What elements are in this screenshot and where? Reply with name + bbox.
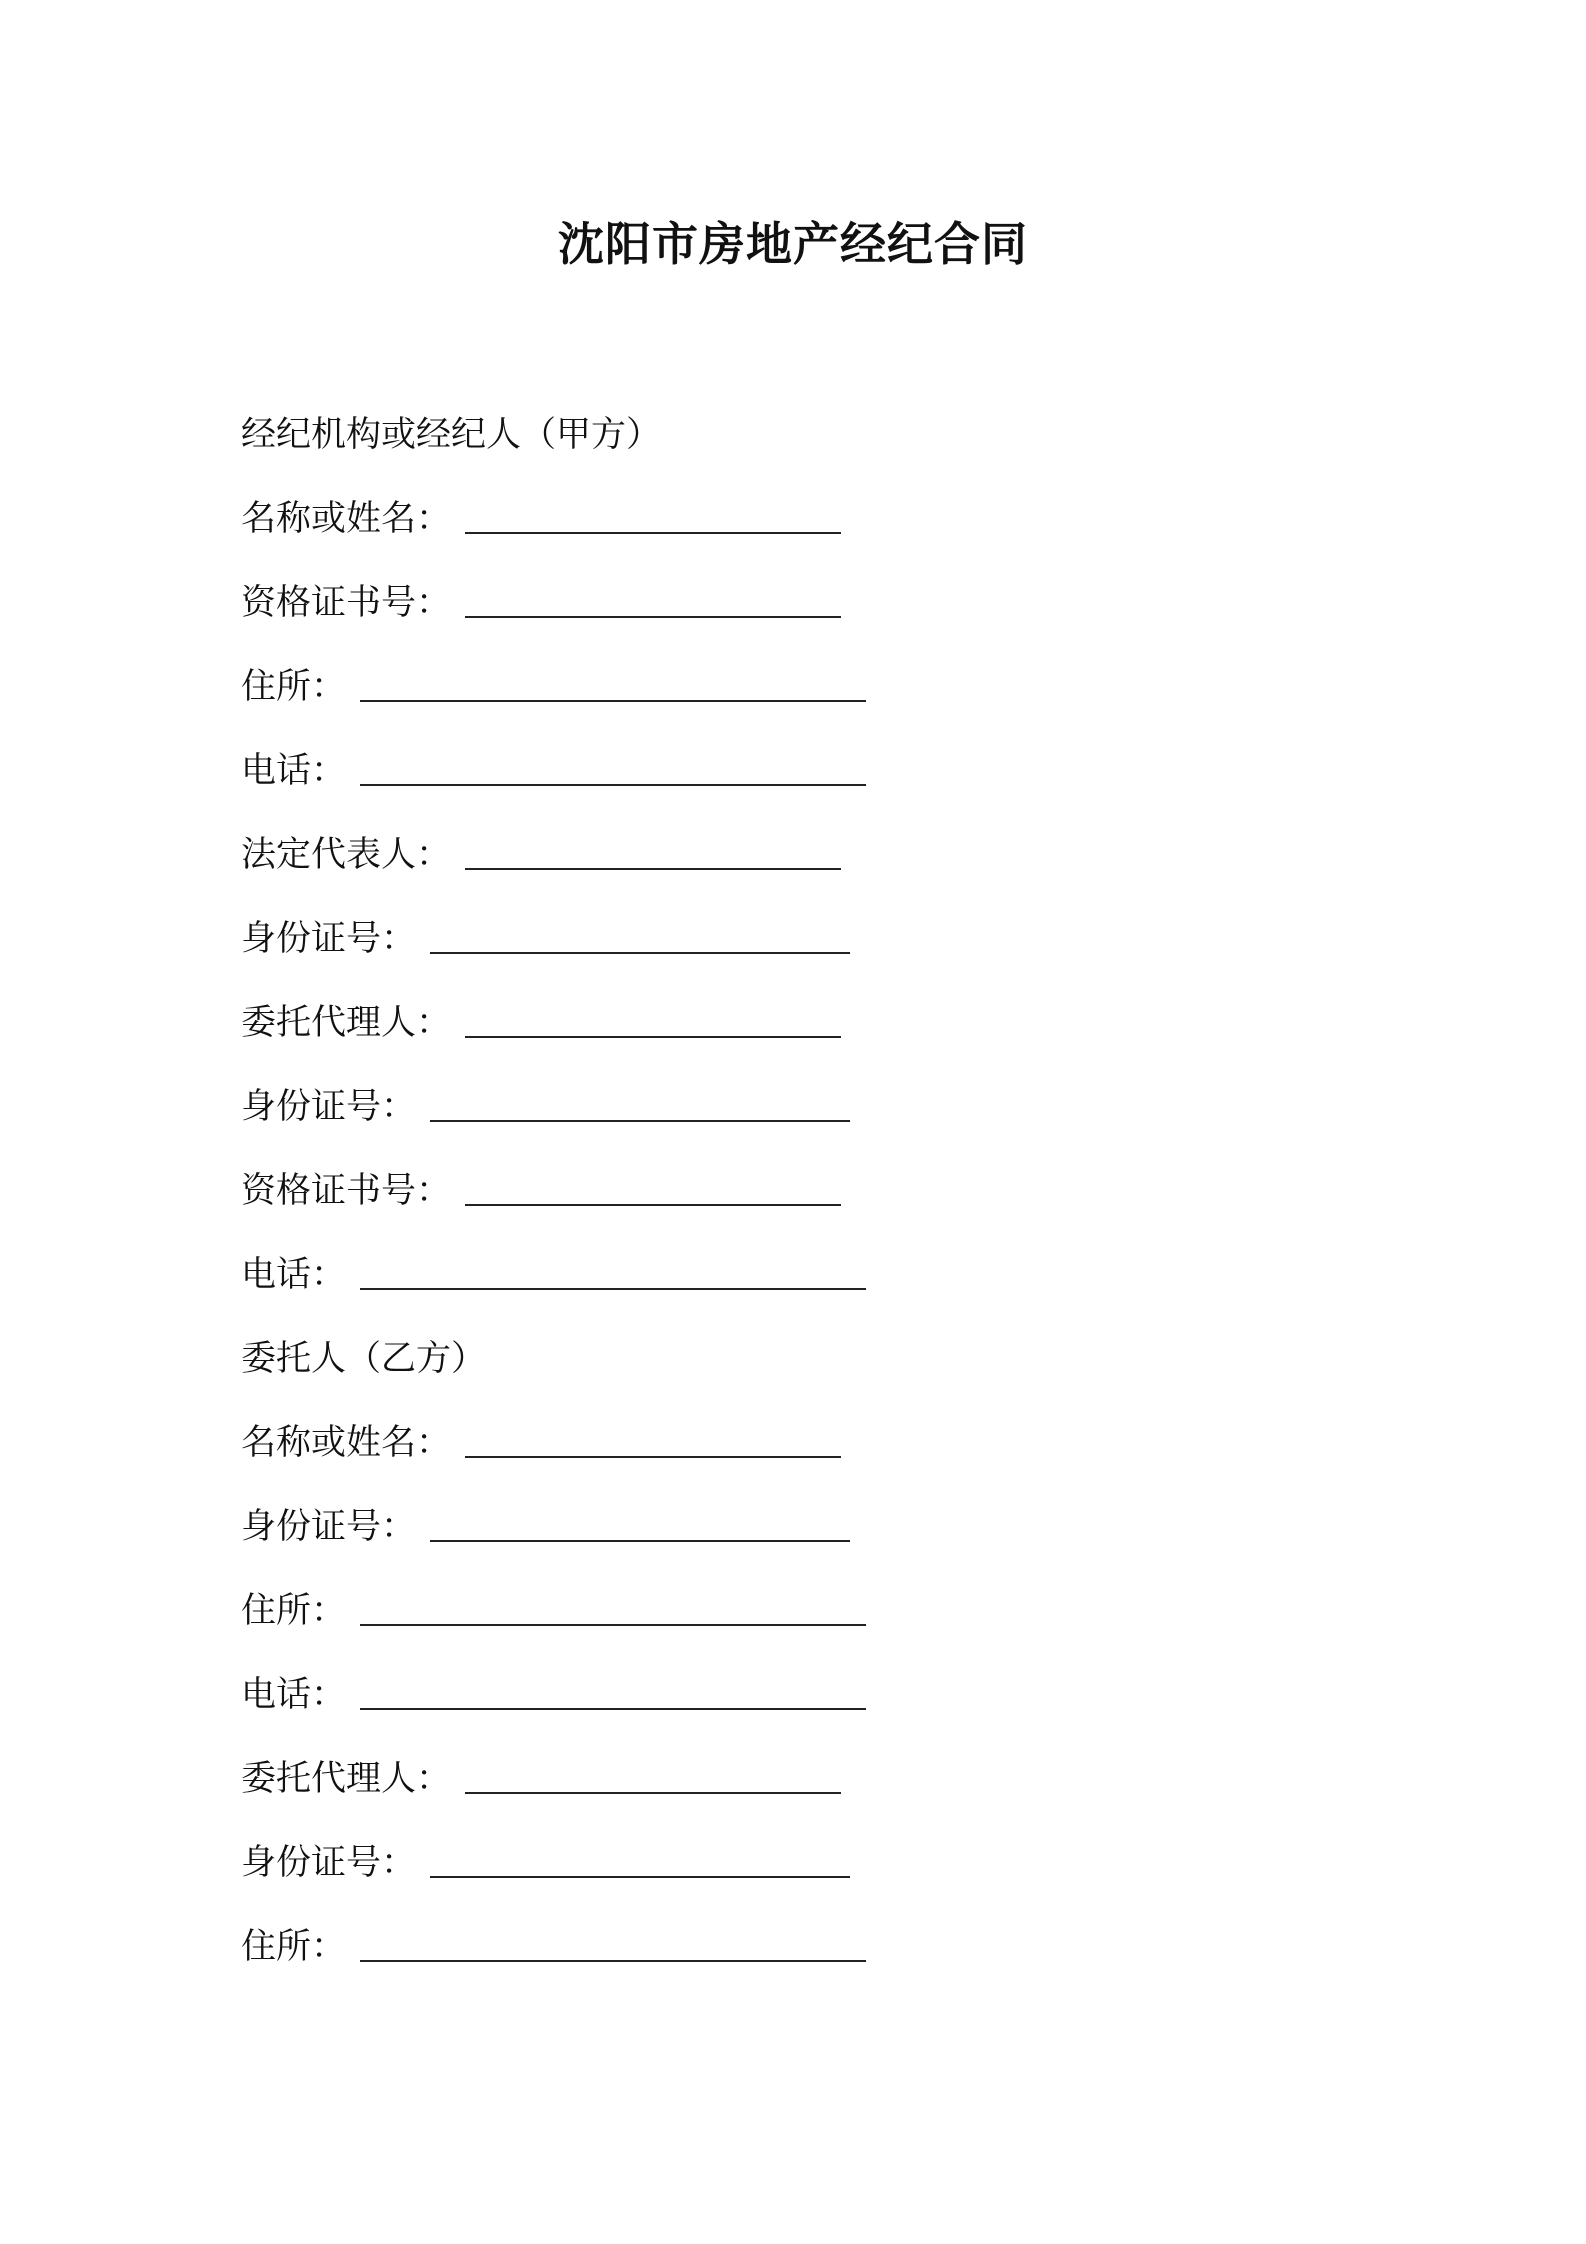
line-label: 身份证号：: [241, 919, 417, 959]
line-label: 名称或姓名：: [241, 1423, 452, 1463]
fill-in-blank: [360, 670, 866, 702]
form-line: [241, 1082, 850, 1132]
fill-in-blank: [360, 1594, 866, 1626]
form-line: [241, 1754, 841, 1804]
line-label: 电话：: [241, 1675, 347, 1715]
form-line: [241, 1670, 866, 1720]
form-line: [241, 746, 866, 796]
line-label: 经纪机构或经纪人（甲方）: [241, 415, 662, 455]
form-line: [241, 494, 841, 544]
line-label: 委托代理人：: [241, 1003, 452, 1043]
line-label: 住所：: [241, 1927, 347, 1967]
fill-in-blank: [360, 1678, 866, 1710]
line-label: 法定代表人：: [241, 835, 452, 875]
fill-in-blank: [465, 838, 841, 870]
line-label: 住所：: [241, 1591, 347, 1631]
line-label: 委托代理人：: [241, 1759, 452, 1799]
fill-in-blank: [360, 754, 866, 786]
fill-in-blank: [465, 1006, 841, 1038]
line-label: 电话：: [241, 751, 347, 791]
line-label: 电话：: [241, 1255, 347, 1295]
fill-in-blank: [430, 922, 850, 954]
fill-in-blank: [465, 1426, 841, 1458]
line-label: 身份证号：: [241, 1843, 417, 1883]
form-line: [241, 1166, 841, 1216]
line-label: 资格证书号：: [241, 583, 452, 623]
fill-in-blank: [360, 1258, 866, 1290]
form-line: [241, 1418, 841, 1468]
document-title: 沈阳市房地产经纪合同: [558, 217, 1028, 271]
line-label: 名称或姓名：: [241, 499, 452, 539]
fill-in-blank: [465, 502, 841, 534]
line-label: 资格证书号：: [241, 1171, 452, 1211]
form-line: [241, 578, 841, 628]
form-line: [241, 1838, 850, 1888]
fill-in-blank: [465, 586, 841, 618]
fill-in-blank: [430, 1846, 850, 1878]
form-line: [241, 1586, 866, 1636]
party-a-heading: [241, 410, 661, 460]
fill-in-blank: [465, 1762, 841, 1794]
party-b-heading: [241, 1334, 486, 1384]
form-line: [241, 830, 841, 880]
line-label: 身份证号：: [241, 1087, 417, 1127]
fill-in-blank: [465, 1174, 841, 1206]
form-line: [241, 998, 841, 1048]
form-line: [241, 914, 850, 964]
form-line: [241, 1250, 866, 1300]
fill-in-blank: [360, 1930, 866, 1962]
line-label: 委托人（乙方）: [241, 1339, 487, 1379]
line-label: 身份证号：: [241, 1507, 417, 1547]
fill-in-blank: [430, 1090, 850, 1122]
form-line: [241, 1502, 850, 1552]
fill-in-blank: [430, 1510, 850, 1542]
form-line: [241, 1922, 866, 1972]
line-label: 住所：: [241, 667, 347, 707]
form-line: [241, 662, 866, 712]
